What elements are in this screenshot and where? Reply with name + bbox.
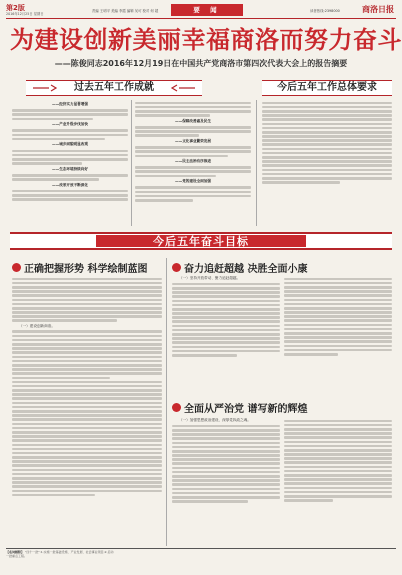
section-2-body-a [172,276,280,396]
masthead-left [6,4,92,17]
footnote-text: "四个一批":1.实施一批基础设施、产业发展、社会事业项目;2.启动一批重点工程。 [6,550,114,558]
date-line: 2016年12月25日 星期日 [6,12,44,16]
goals-band [10,232,392,250]
overall-title: 今后五年工作总体要求 [277,82,377,93]
overall-column [262,100,392,226]
section-3-body-b [284,418,392,546]
review-subhead: ——文化事业繁荣发展 [175,138,211,143]
section-1-subhead: （一）建设创新商洛。 [19,323,55,328]
newspaper-logo: 商洛日报 [362,4,394,14]
headline: 为建设创新美丽幸福商洛而努力奋斗 [10,26,402,54]
review-subhead: ——生态环境持续向好 [52,166,88,171]
review-subhead: ——城乡面貌明显改观 [52,142,88,147]
bullet-dot-icon [172,263,181,272]
bottom-rule [6,548,396,549]
ornament-left-icon [32,84,58,92]
review-title: 过去五年工作成就 [74,82,154,93]
section-1-body [12,276,162,544]
hotline: 读者热线:2398000 [310,9,340,13]
review-column-1 [12,100,128,226]
column-rule [131,100,132,226]
review-subhead: ——产业升级步伐加快 [52,122,88,127]
review-title-band [26,80,202,96]
column-rule [166,258,167,546]
section-3-body-a [172,418,280,546]
section-2-body-b [284,276,392,396]
section-label: 要 闻 [171,4,243,16]
page-label: 第2版 [6,4,25,12]
review-subhead: ——保障改善惠及民生 [175,118,211,123]
review-subhead: ——党的建设全面加强 [175,179,211,184]
section-heading-3: 全面从严治党 谱写新的辉煌 [172,400,307,415]
ornament-right-icon [170,84,196,92]
column-rule [256,100,257,226]
masthead [6,3,396,19]
review-subhead: ——民主法治有序推进 [175,159,211,164]
subheadline: ——陈俊同志2016年12月19日在中国共产党商洛市第四次代表大会上的报告摘要 [54,59,348,68]
section-heading-1: 正确把握形势 科学绘制蓝图 [12,260,147,275]
goals-title: 今后五年奋斗目标 [96,235,306,247]
editors-line: 责编 王明平 美编 李霞 编辑 吴可 校对 何 超 [92,9,159,13]
section-heading-2: 奋力追赶超越 决胜全面小康 [172,260,307,275]
footnote [6,550,114,572]
bullet-dot-icon [172,403,181,412]
bullet-dot-icon [12,263,21,272]
overall-title-band [262,80,392,96]
section-3-subhead: （一）加强思想政治建设，深厚党执政之魂。 [179,418,251,422]
review-subhead: ——改革开放不断深化 [52,182,88,187]
footnote-title: 【名词解释】 [6,550,25,554]
section-2-subhead: （一）坚持开放带动、聚力追赶超越。 [179,276,241,280]
review-subhead: ——经济实力显著增强 [52,102,88,106]
review-column-2 [135,100,251,226]
